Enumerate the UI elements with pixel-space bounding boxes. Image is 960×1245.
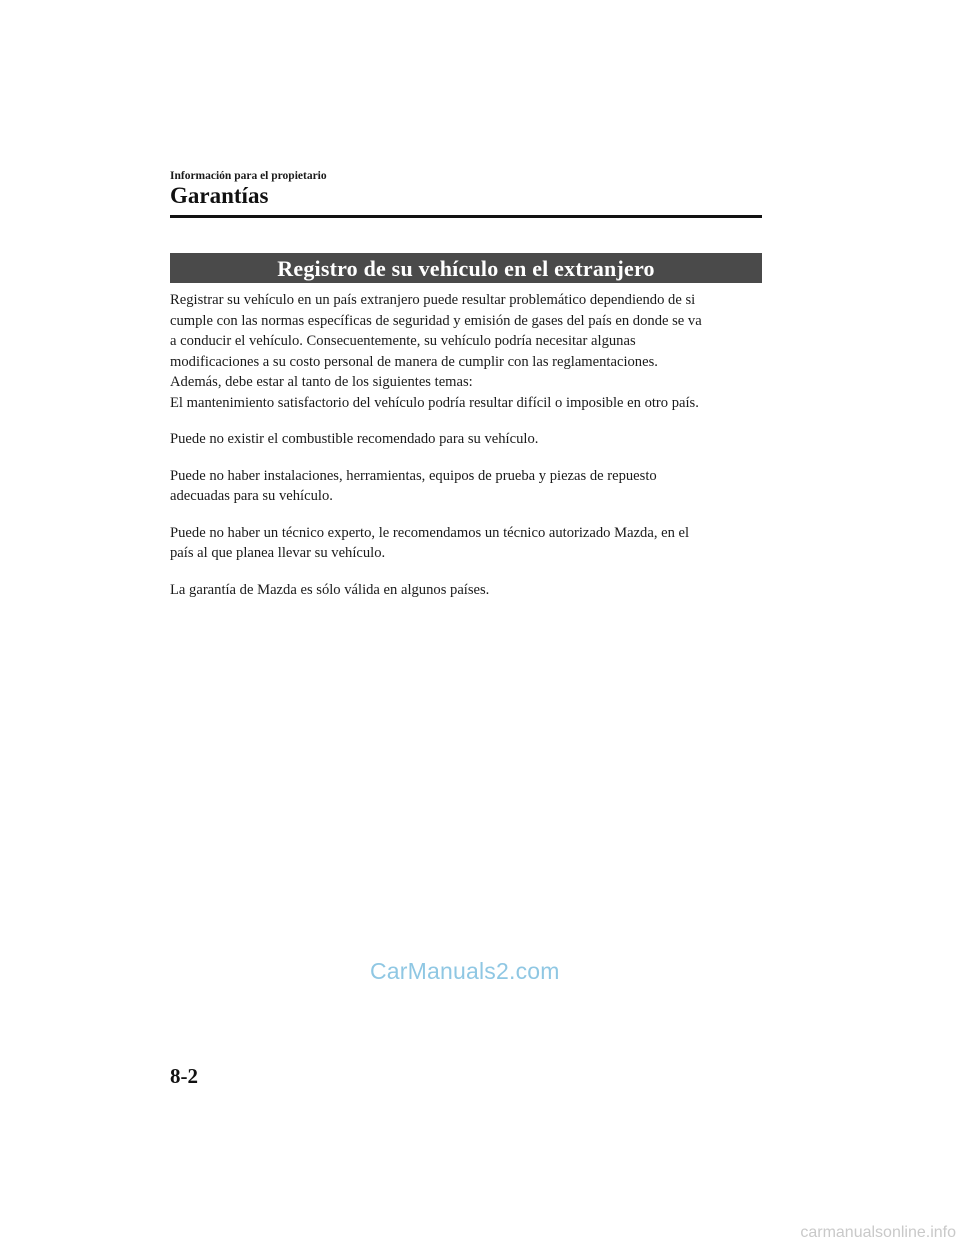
section-label: Información para el propietario: [170, 170, 327, 182]
watermark-link[interactable]: CarManuals2.com: [370, 958, 560, 984]
intro-line: Registrar su vehículo en un país extranjero puede resultar problemático dependiendo de si: [170, 292, 696, 308]
paragraph-gap: [170, 450, 770, 466]
intro-line: El mantenimiento satisfactorio del vehículo podría resultar difícil o imposible en otro país.: [170, 394, 699, 411]
page-number: 8-2: [170, 1064, 198, 1088]
header-rule: [170, 215, 762, 218]
paragraph-gap: [170, 564, 770, 580]
topic-banner: Registro de su vehículo en el extranjero: [170, 253, 762, 283]
paragraph-gap: [170, 507, 770, 523]
paragraph-gap: [170, 413, 770, 429]
section-title: Garantías: [170, 183, 269, 208]
item-technician-line: Puede no haber un técnico experto, le recomendamos un técnico autorizado Mazda, en el: [170, 524, 690, 541]
footer-watermark: carmanualsonline.info: [800, 1224, 956, 1241]
body-text: [170, 290, 770, 600]
item-facilities-line: Puede no haber instalaciones, herramientas, equipos de prueba y piezas de repuesto: [170, 467, 657, 484]
intro-line: a conducir el vehículo. Consecuentemente, su vehículo podría necesitar algunas: [170, 333, 636, 349]
intro-line: modificaciones a su costo personal de manera de cumplir con las reglamentaciones.: [170, 353, 658, 370]
item-warranty: La garantía de Mazda es sólo válida en algunos países.: [170, 581, 490, 598]
intro-line: Además, debe estar al tanto de los siguientes temas:: [170, 374, 473, 390]
item-technician-line: país al que planea llevar su vehículo.: [170, 545, 386, 561]
item-facilities-line: adecuadas para su vehículo.: [170, 488, 333, 504]
item-fuel: Puede no existir el combustible recomendado para su vehículo.: [170, 431, 539, 447]
intro-line: cumple con las normas específicas de seguridad y emisión de gases del país en donde se va: [170, 312, 702, 329]
